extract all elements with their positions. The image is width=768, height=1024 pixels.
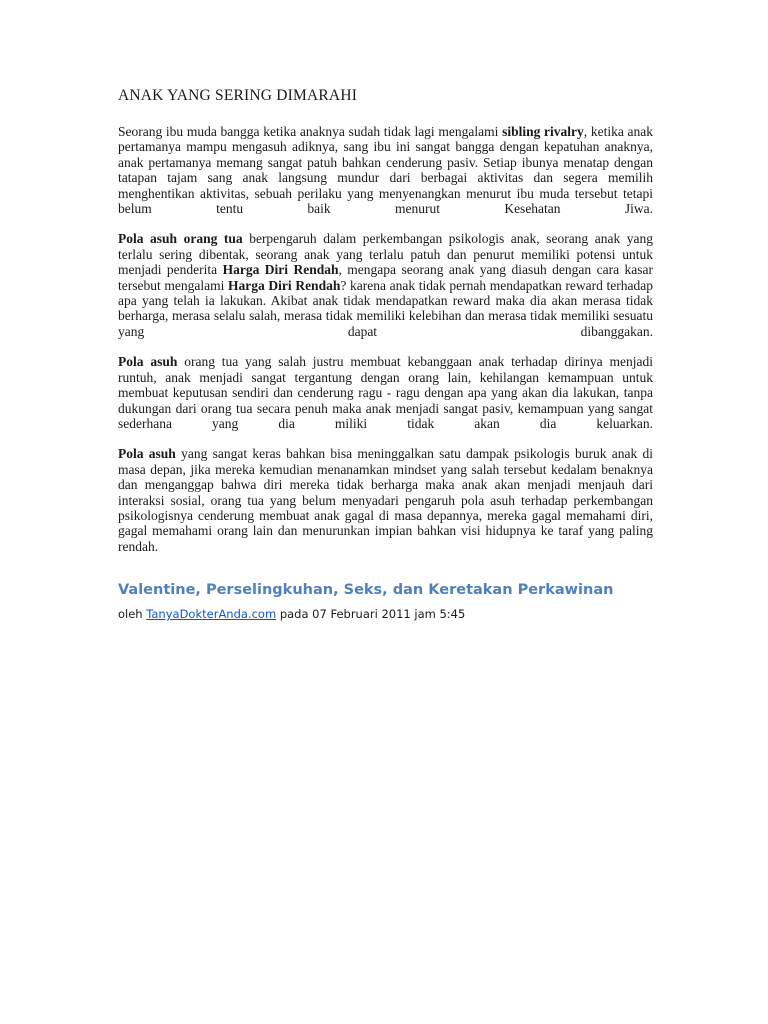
- p1-text-post: , ketika anak pertamanya mampu mengasuh adiknya, sang ibu ini sangat bangga dengan kepatuhan anaknya, anak pertamanya memang sangat patuh bahkan cenderung pasiv. Setiap ibunya menatap dengan tatapan tajam sang anak langsung mundur dari berbagai aktivitas dan segera memilih menghentikan aktivitas, sebuah perilaku yang menyenangkan menurut ibu muda tersebut tetapi belum tentu baik menurut Kesehatan Jiwa.: [118, 124, 653, 217]
- paragraph-3: [118, 354, 653, 431]
- paragraph-4: [118, 446, 653, 554]
- p2-text-1: berpengaruh dalam perkembangan psikologis anak, seorang anak yang terlalu sering dibentak, seorang anak yang terlalu patuh dan penurut memiliki potensi untuk menjadi penderita: [118, 231, 653, 278]
- p4-text: yang sangat keras bahkan bisa meninggalkan satu dampak psikologis buruk anak di masa depan, jika mereka kemudian menanamkan mindset yang salah tersebut kedalam benaknya dan menganggap bahwa diri mereka tidak berharga maka anak akan menjadi menjauh dari interaksi sosial, orang tua yang belum menyadari pengaruh pola asuh terhadap perkembangan psikologisnya cenderung membuat anak gagal di masa depannya, mereka gagal memahami diri, gagal memahami orang lain dan menurunkan impian bahkan visi hidupnya ke taraf yang paling rendah.: [118, 446, 653, 554]
- byline: [118, 606, 653, 622]
- paragraph-1: [118, 124, 653, 216]
- document-page: [118, 86, 653, 622]
- p2-text-3: ? karena anak tidak pernah mendapatkan reward terhadap apa yang telah ia lakukan. Akibat anak tidak mendapatkan reward maka dia akan merasa tidak berharga, merasa selalu salah, merasa tidak memiliki kelebihan dan merasa tidak memiliki sesuatu yang dapat dibanggakan.: [118, 277, 653, 339]
- p2-bold-1: Pola asuh orang tua: [118, 231, 243, 247]
- p2-text-2: , mengapa seorang anak yang diasuh dengan cara kasar tersebut mengalami: [118, 262, 653, 293]
- p1-bold-term: sibling rivalry: [502, 124, 584, 139]
- byline-prefix: oleh: [118, 607, 147, 622]
- p1-text-pre: Seorang ibu muda bangga ketika anaknya sudah tidak lagi mengalami: [118, 124, 503, 139]
- p2-bold-3: Harga Diri Rendah: [228, 277, 341, 293]
- source-link[interactable]: TanyaDokterAnda.com: [146, 607, 277, 622]
- p3-text: orang tua yang salah justru membuat kebanggaan anak terhadap dirinya menjadi runtuh, anak menjadi sangat tergantung dengan orang lain, kehilangan kemampuan untuk membuat keputusan sendiri dan cenderung ragu - ragu dengan apa yang akan dia lakukan, tanpa dukungan dari orang tua secara penuh maka anak menjadi sangat pasiv, kemampuan yang sangat sederhana yang dia miliki tidak akan dia keluarkan.: [118, 354, 653, 431]
- related-article-heading: Valentine, Perselingkuhan, Seks, dan Keretakan Perkawinan: [118, 582, 614, 599]
- p2-bold-2: Harga Diri Rendah: [222, 262, 339, 278]
- p4-bold: Pola asuh: [118, 446, 176, 462]
- p3-bold: Pola asuh: [118, 354, 178, 370]
- byline-suffix: pada 07 Februari 2011 jam 5:45: [276, 607, 466, 622]
- paragraph-2: [118, 231, 653, 339]
- article-title: ANAK YANG SERING DIMARAHI: [118, 87, 358, 104]
